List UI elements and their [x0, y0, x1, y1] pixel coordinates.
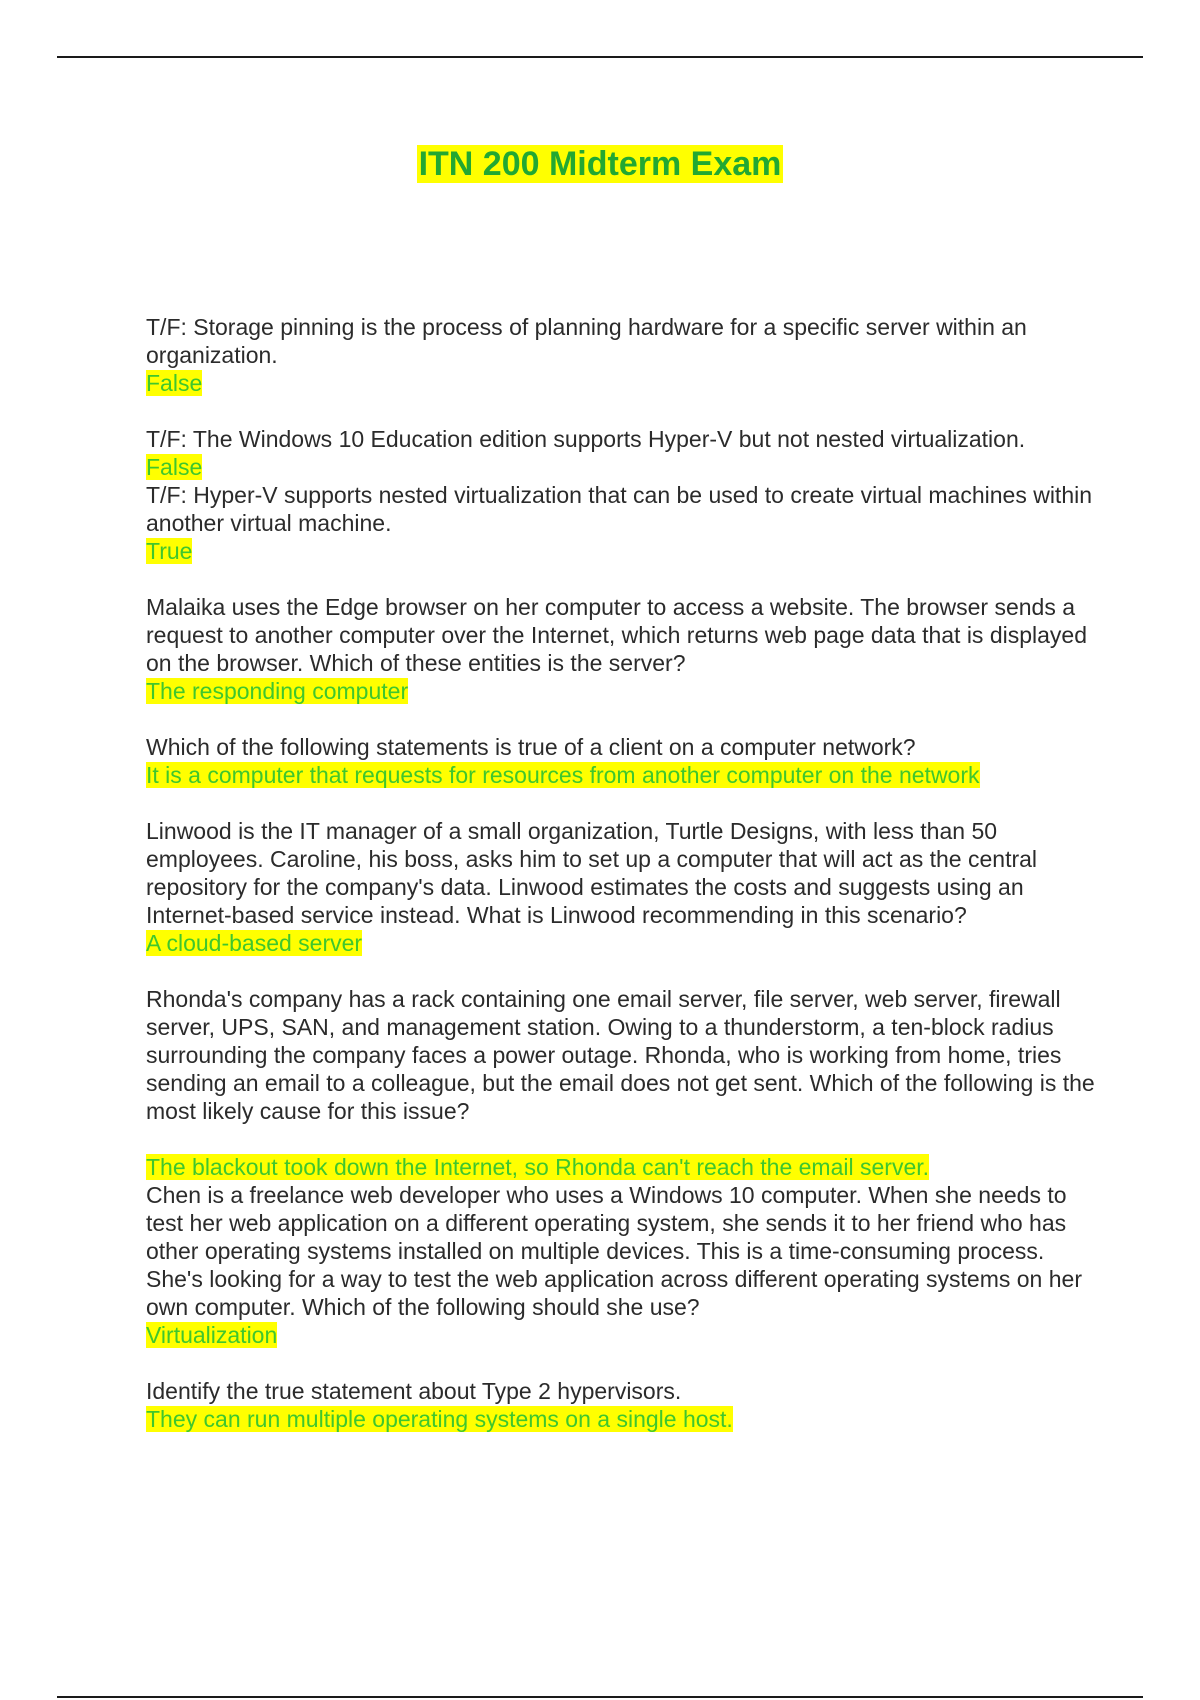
- question-1: T/F: Storage pinning is the process of planning hardware for a specific server within an organization.: [146, 314, 1027, 368]
- top-rule: [57, 56, 1143, 58]
- question-5: Which of the following statements is true of a client on a computer network?: [146, 734, 916, 760]
- question-2: T/F: The Windows 10 Education edition supports Hyper-V but not nested virtualization.: [146, 426, 1026, 452]
- answer-1: False: [146, 370, 203, 396]
- answer-7: The blackout took down the Internet, so Rhonda can't reach the email server.: [146, 1154, 930, 1180]
- answer-9: They can run multiple operating systems on a single host.: [146, 1406, 733, 1432]
- question-3: T/F: Hyper-V supports nested virtualization that can be used to create virtual machines within another virtual machine.: [146, 482, 1093, 536]
- question-8: Chen is a freelance web developer who uses a Windows 10 computer. When she needs to test her web application on a different operating system, she sends it to her friend who has other operating systems installed on multiple devices. This is a time-consuming process. She's looking for a way to test the web application across different operating systems on her own computer. Which of the following should she use?: [146, 1182, 1082, 1320]
- page-title: ITN 200 Midterm Exam: [418, 145, 782, 183]
- question-6: Linwood is the IT manager of a small organization, Turtle Designs, with less than 50 employees. Caroline, his boss, asks him to set up a computer that will act as the central repository for the company's data. Linwood estimates the costs and suggests using an Internet-based service instead. What is Linwood recommending in this scenario?: [146, 818, 1038, 928]
- answer-4: The responding computer: [146, 678, 409, 704]
- answer-6: A cloud-based server: [146, 930, 363, 956]
- answer-2: False: [146, 454, 203, 480]
- question-7: Rhonda's company has a rack containing one email server, file server, web server, firewall server, UPS, SAN, and management station. Owing to a thunderstorm, a ten-block radius surrounding the company faces a power outage. Rhonda, who is working from home, tries sending an email to a colleague, but the email does not get sent. Which of the following is the most likely cause for this issue?: [146, 986, 1095, 1124]
- answer-8: Virtualization: [146, 1322, 278, 1348]
- question-4: Malaika uses the Edge browser on her computer to access a website. The browser sends a request to another computer over the Internet, which returns web page data that is displayed on the browser. Which of these entities is the server?: [146, 594, 1088, 676]
- bottom-rule: [57, 1696, 1143, 1698]
- answer-3: True: [146, 538, 193, 564]
- answer-5: It is a computer that requests for resources from another computer on the network: [146, 762, 980, 788]
- qa-list: [146, 313, 1096, 1433]
- question-9: Identify the true statement about Type 2 hypervisors.: [146, 1378, 682, 1404]
